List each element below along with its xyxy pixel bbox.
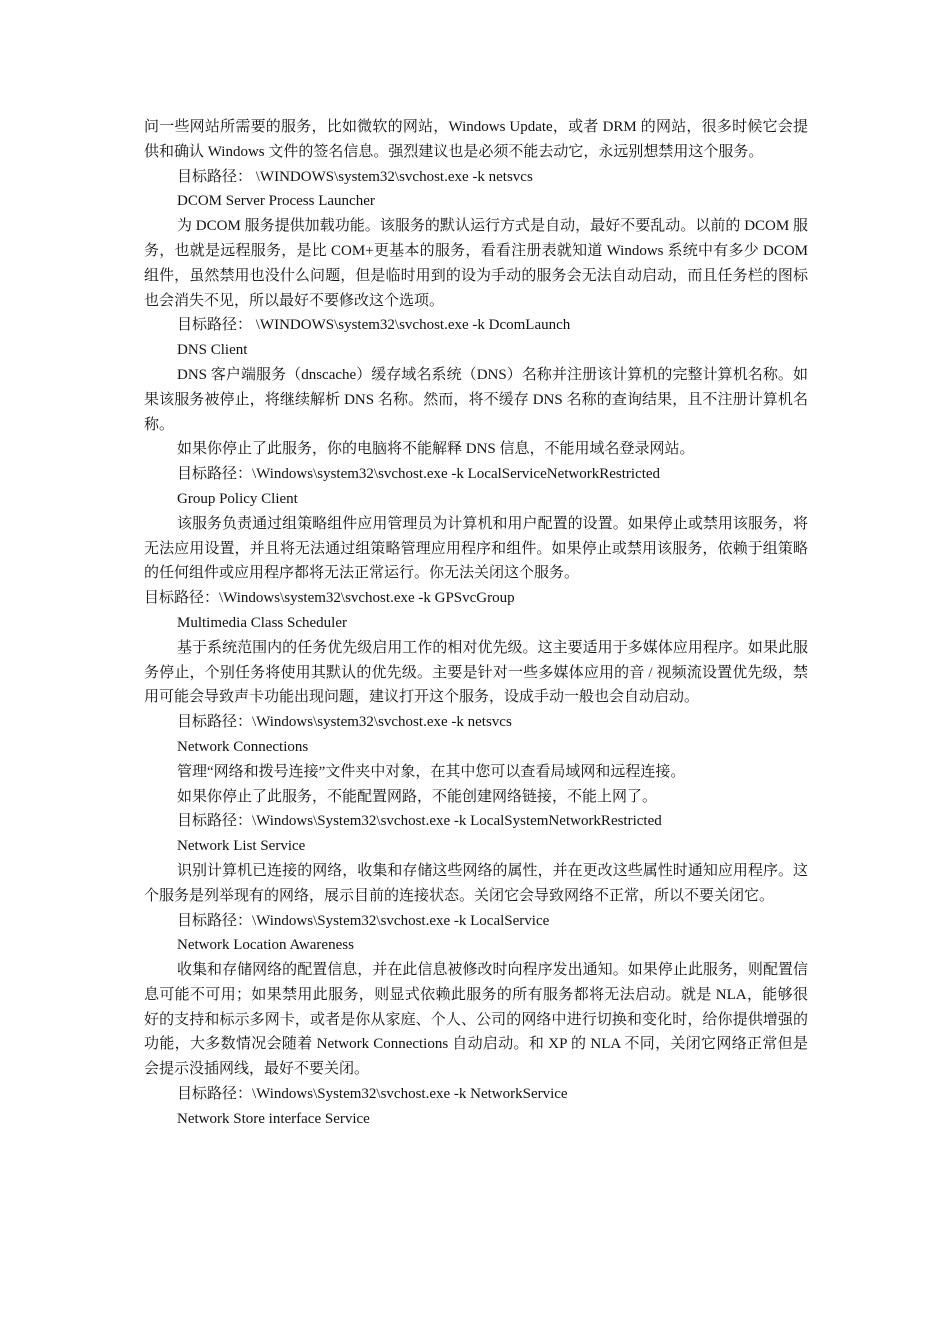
paragraph-network-connections-description: 管理“网络和拨号连接”文件夹中对象，在其中您可以查看局域网和远程连接。 [177,763,686,780]
paragraph-group-policy-description: 该服务负责通过组策略组件应用管理员为计算机和用户配置的设置。如果停止或禁用该服务，将无法应用设置，并且将无法通过组策略管理应用程序和组件。如果停止或禁用该服务，依赖于组策略的任何组件或应用程序都将无法正常运行。你无法关闭这个服务。 [144,515,808,582]
service-title-group-policy: Group Policy Client [177,490,298,507]
document-page [144,115,808,1132]
paragraph-network-connections-stop-note: 如果你停止了此服务，不能配置网路，不能创建网络链接，不能上网了。 [177,788,658,805]
target-path-dns: 目标路径：\Windows\system32\svchost.exe -k LocalServiceNetworkRestricted [177,466,661,483]
service-title-network-location-awareness: Network Location Awareness [177,937,354,954]
target-path-cryptsvc: 目标路径： \WINDOWS\system32\svchost.exe -k netsvcs [177,168,533,185]
target-path-multimedia: 目标路径：\Windows\system32\svchost.exe -k netsvcs [177,714,512,731]
paragraph-network-list-description: 识别计算机已连接的网络，收集和存储这些网络的属性，并在更改这些属性时通知应用程序。这个服务是列举现有的网络，展示目前的连接状态。关闭它会导致网络不正常，所以不要关闭它。 [144,862,808,904]
target-path-dcom: 目标路径： \WINDOWS\system32\svchost.exe -k DcomLaunch [177,317,571,334]
service-title-network-store-interface: Network Store interface Service [177,1110,370,1127]
target-path-network-list: 目标路径：\Windows\System32\svchost.exe -k LocalService [177,912,550,929]
paragraph-dns-stop-note: 如果你停止了此服务，你的电脑将不能解释 DNS 信息，不能用域名登录网站。 [177,441,695,458]
service-title-network-connections: Network Connections [177,738,309,755]
service-title-dns-client: DNS Client [177,342,248,359]
service-title-dcom: DCOM Server Process Launcher [177,193,375,210]
paragraph-dns-description: DNS 客户端服务（dnscache）缓存域名系统（DNS）名称并注册该计算机的完整计算机名称。如果该服务被停止，将继续解析 DNS 名称。然而，将不缓存 DNS 名称的查询结果，且不注册计算机名称。 [144,366,808,433]
paragraph-dcom-description: 为 DCOM 服务提供加载功能。该服务的默认运行方式是自动，最好不要乱动。以前的 DCOM 服务，也就是远程服务，是比 COM+更基本的服务，看看注册表就知道 Windows 系统中有多少 DCOM 组件，虽然禁用也没什么问题，但是临时用到的设为手动的服务会无法自动启动，而且任务栏的图标也会消失不见，所以最好不要修改这个选项。 [144,218,808,309]
target-path-group-policy: 目标路径：\Windows\system32\svchost.exe -k GPSvcGroup [144,590,515,607]
paragraph-windows-update-note: 问一些网站所需要的服务，比如微软的网站，Windows Update，或者 DRM 的网站，很多时候它会提供和确认 Windows 文件的签名信息。强烈建议也是必须不能去动它，永远别想禁用这个服务。 [144,119,808,160]
paragraph-nla-description: 收集和存储网络的配置信息，并在此信息被修改时向程序发出通知。如果停止此服务，则配置信息可能不可用；如果禁用此服务，则显式依赖此服务的所有服务都将无法启动。就是 NLA，能够很好的支持和标示多网卡，或者是你从家庭、个人、公司的网络中进行切换和变化时，给你提供增强的功能，大多数情况会随着 Network Connections 自动启动。和 XP 的 NLA 不同，关闭它网络正常但是会提示没插网线，最好不要关闭。 [144,962,808,1078]
paragraph-multimedia-description: 基于系统范围内的任务优先级启用工作的相对优先级。这主要适用于多媒体应用程序。如果此服务停止，个别任务将使用其默认的优先级。主要是针对一些多媒体应用的音 / 视频流设置优先级，禁用可能会导致声卡功能出现问题，建议打开这个服务，设成手动一般也会自动启动。 [144,639,808,706]
service-title-multimedia-scheduler: Multimedia Class Scheduler [177,614,347,631]
service-title-network-list: Network List Service [177,838,306,855]
target-path-nla: 目标路径：\Windows\System32\svchost.exe -k NetworkService [177,1086,568,1103]
target-path-network-connections: 目标路径：\Windows\System32\svchost.exe -k LocalSystemNetworkRestricted [177,813,662,830]
